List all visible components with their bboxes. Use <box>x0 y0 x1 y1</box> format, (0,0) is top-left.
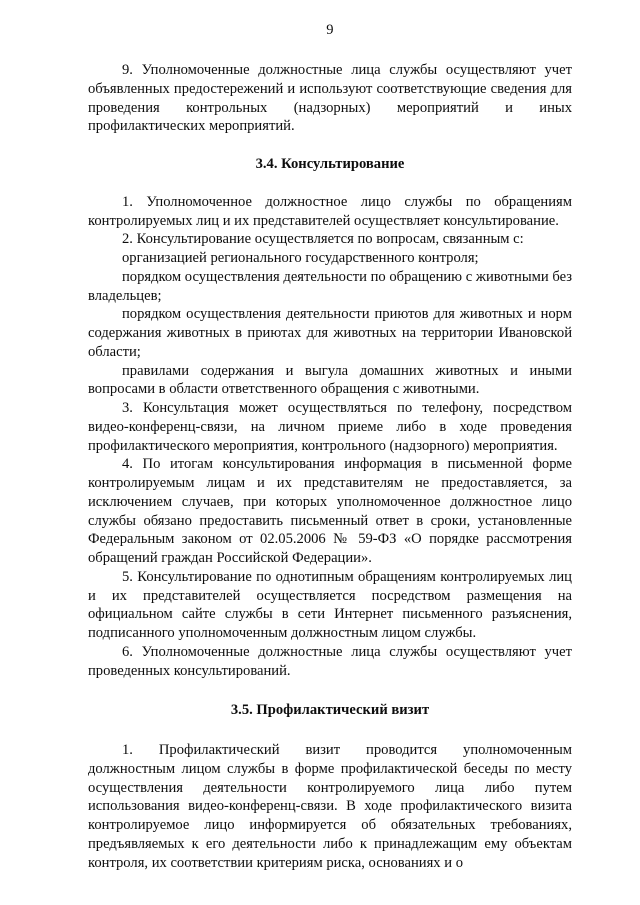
paragraph-item: порядком осуществления деятельности приютов для животных и норм содержания животных в приютах для животных на территории Ивановской области; <box>88 306 572 360</box>
page-number: 9 <box>326 22 334 38</box>
document-body <box>88 61 572 872</box>
paragraph-item: 3. Консультация может осуществляться по телефону, посредством видео-конференц-связи, на личном приеме либо в ходе проведения профилактического мероприятия, контрольного (надзорного) мероприятия. <box>88 400 572 454</box>
paragraph-item: 9. Уполномоченные должностные лица службы осуществляют учет объявленных предостережений и используют соответствующие сведения для проведения контрольных (надзорных) мероприятий и иных профилактических мероприятий. <box>88 62 572 135</box>
paragraph-item: 1. Уполномоченное должностное лицо службы по обращениям контролируемых лиц и их представителей осуществляет консультирование. <box>88 193 572 229</box>
paragraph-item: 2. Консультирование осуществляется по вопросам, связанным с: <box>122 231 524 248</box>
paragraph-item: 4. По итогам консультирования информация в письменной форме контролируемым лицам и их представителям не предоставляется, за исключением случаев, при которых уполномоченное должностное лицо службы обязано предоставить письменный ответ в сроки, установленные Федеральным законом от 02.05.2006 № 59-ФЗ «О порядке рассмотрения обращений граждан Российской Федерации». <box>88 456 572 566</box>
paragraph-item: правилами содержания и выгула домашних животных и иными вопросами в области ответственного обращения с животными. <box>88 362 572 398</box>
paragraph-item: организацией регионального государственного контроля; <box>122 250 479 266</box>
paragraph-item: порядком осуществления деятельности по обращению с животными без владельцев; <box>88 268 572 304</box>
section-heading-consultation: 3.4. Консультирование <box>255 156 405 172</box>
section-heading-preventive-visit: 3.5. Профилактический визит <box>230 702 430 719</box>
paragraph-item: 1. Профилактический визит проводится уполномоченным должностным лицом службы в форме профилактической беседы по месту осуществления деятельности контролируемого лица либо путем использования видео-конференц-связи. В ходе профилактического визита контролируемое лицо информируется об обязательных требованиях, предъявляемых к его деятельности либо к принадлежащим ему объектам контроля, их соответствии критериям риска, основаниях и о <box>88 742 572 871</box>
paragraph-item: 6. Уполномоченные должностные лица службы осуществляют учет проведенных консультирований. <box>88 643 572 679</box>
paragraph-item: 5. Консультирование по однотипным обращениям контролируемых лиц и их представителей осуществляется посредством размещения на официальном сайте службы в сети Интернет письменного разъяснения, подписанного уполномоченным должностным лицом службы. <box>88 568 572 641</box>
